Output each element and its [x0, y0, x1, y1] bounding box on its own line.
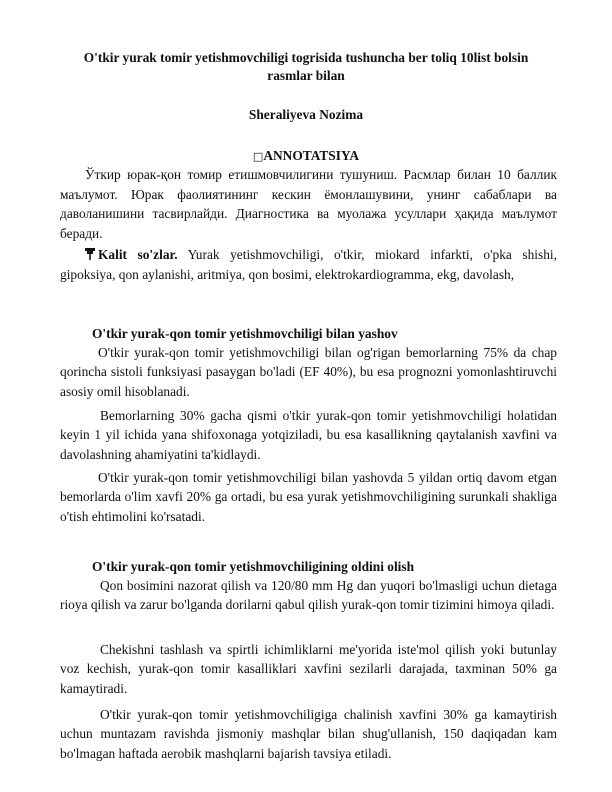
section-paragraph: O'tkir yurak-qon tomir yetishmovchiligi bilan og'rigan bemorlarning 75% da chap qorincha sistoli funksiyasi pasaygan bo'ladi (EF 40%), bu esa prognozni yomonlashtiruvchi asosiy omil hisoblanadi.: [60, 345, 557, 399]
author-name: Sheraliyeva Nozima: [248, 107, 364, 122]
missing-glyph-icon: □: [252, 150, 264, 163]
pushpin-icon: [85, 248, 95, 260]
document-title: O'tkir yurak tomir yetishmovchiligi togrisida tushuncha ber toliq 10list bolsin rasmlar bilan: [83, 50, 529, 83]
section-paragraph: Qon bosimini nazorat qilish va 120/80 mm Hg dan yuqori bo'lmasligi uchun dietaga rioya qilish va zarur bo'lganda dorilarni qabul qilish yurak-qon tomir tizimini himoya qiladi.: [60, 578, 557, 613]
section-paragraph: O'tkir yurak-qon tomir yetishmovchiligi bilan yashovda 5 yildan ortiq davom etgan bemorlarda o'lim xavfi 20% ga ortadi, bu esa yurak yetishmovchiligining surunkali shakliga o'tish ehtimolini ko'rsatadi.: [60, 470, 557, 524]
keywords-paragraph: [60, 245, 557, 285]
keywords-label: Kalit so'zlar.: [98, 247, 178, 262]
section-heading: O'tkir yurak-qon tomir yetishmovchiligi bilan yashov: [92, 326, 398, 341]
section-heading: O'tkir yurak-qon tomir yetishmovchiligining oldini olish: [92, 559, 415, 574]
abstract-heading-text: ANNOTATSIYA: [263, 148, 360, 163]
section-paragraph: Bemorlarning 30% gacha qismi o'tkir yurak-qon tomir yetishmovchiligi holatidan keyin 1 yil ichida yana shifoxonaga yotqiziladi, bu esa kasallikning qaytalanish xavfini va davolashning ahamiyatini ta'kidlaydi.: [60, 408, 557, 462]
abstract-text: Ўткир юрак-қон томир етишмовчилигини тушуниш. Расмлар билан 10 баллик маълумот. Юрак фаолиятининг кескин ёмонлашувини, унинг сабаблари ва даволанишини тасвирлайди. Диагностика ва муолажа усуллари ҳақида маълумот беради.: [60, 167, 557, 241]
abstract-heading: [60, 147, 552, 166]
keywords-text: Yurak yetishmovchiligi, o'tkir, miokard infarkti, o'pka shishi, gipoksiya, qon aylanishi, aritmiya, qon bosimi, elektrokardiogramma, ekg, davolash,: [60, 247, 557, 282]
section-paragraph: Chekishni tashlash va spirtli ichimliklarni me'yorida iste'mol qilish yoki butunlay voz kechish, yurak-qon tomir kasalliklari xavfini sezilarli darajada, taxminan 50% ga kamaytiradi.: [60, 642, 557, 696]
section-paragraph: O'tkir yurak-qon tomir yetishmovchiligiga chalinish xavfini 30% ga kamaytirish uchun muntazam ravishda jismoniy mashqlar bilan shug'ullanish, 150 daqiqadan kam bo'lmagan haftada aerobik mashqlarni bajarish tavsiya etiladi.: [60, 707, 557, 761]
